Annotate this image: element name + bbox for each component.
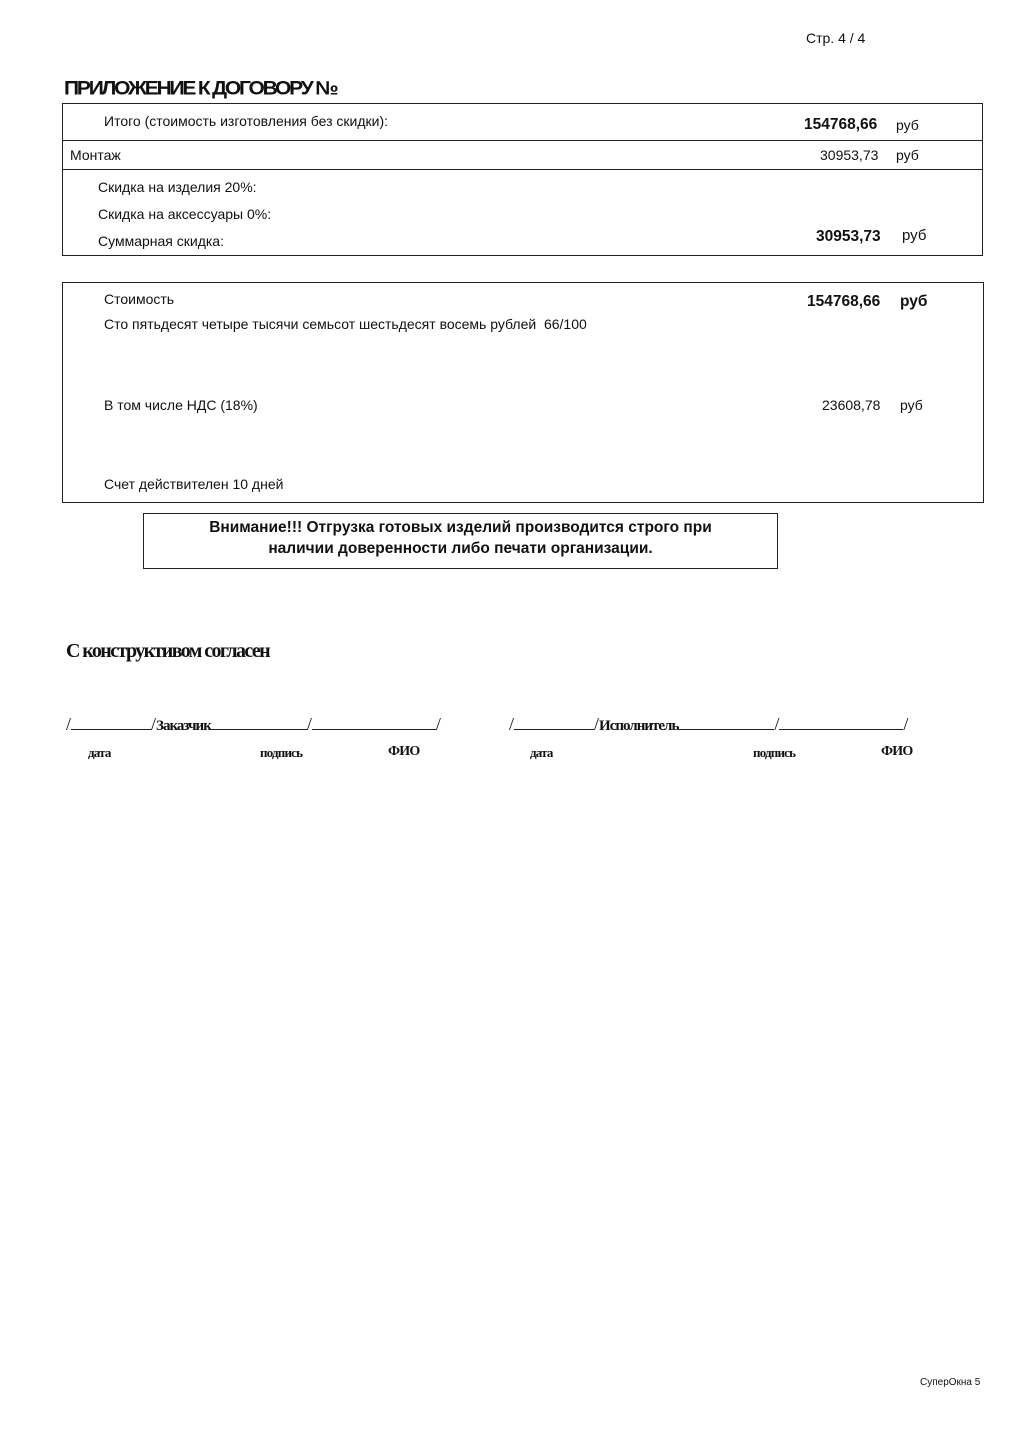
discount-total-currency: руб bbox=[902, 227, 927, 244]
contractor-signature-line: / /Исполнитель / / bbox=[509, 714, 909, 734]
cost-currency: руб bbox=[900, 293, 928, 310]
vat-currency: руб bbox=[900, 397, 923, 413]
discount-total-value: 30953,73 bbox=[816, 228, 881, 245]
total-value: 154768,66 bbox=[804, 116, 878, 133]
agreement-heading: С конструктивом согласен bbox=[66, 640, 270, 662]
cost-in-words: Сто пятьдесят четыре тысячи семьсот шестьдесят восемь рублей 66/100 bbox=[104, 316, 587, 332]
discount-accessories-label: Скидка на аксессуары 0%: bbox=[98, 206, 272, 222]
warning-box bbox=[143, 513, 778, 569]
document-title: ПРИЛОЖЕНИЕ К ДОГОВОРУ № bbox=[64, 78, 337, 100]
customer-signature-blank[interactable] bbox=[211, 715, 307, 730]
total-currency: руб bbox=[896, 117, 919, 133]
customer-signature-caption: подпись bbox=[260, 745, 303, 760]
customer-name-caption: ФИО bbox=[388, 744, 420, 759]
cost-value: 154768,66 bbox=[807, 293, 881, 310]
warning-line-2: наличии доверенности либо печати организации. bbox=[268, 540, 653, 557]
warning-line-1: Внимание!!! Отгрузка готовых изделий производится строго при bbox=[209, 519, 712, 536]
cost-label: Стоимость bbox=[104, 291, 175, 307]
total-label: Итого (стоимость изготовления без скидки): bbox=[104, 113, 389, 129]
summary-divider-1 bbox=[62, 140, 983, 141]
contractor-signature-caption: подпись bbox=[753, 745, 796, 760]
page-number: Стр. 4 / 4 bbox=[806, 30, 866, 46]
contractor-date-caption: дата bbox=[530, 745, 553, 760]
contractor-name-caption: ФИО bbox=[881, 744, 913, 759]
validity-note: Счет действителен 10 дней bbox=[104, 476, 284, 492]
vat-value: 23608,78 bbox=[822, 397, 881, 413]
summary-divider-2 bbox=[62, 169, 983, 170]
customer-date-blank[interactable] bbox=[71, 715, 151, 730]
mount-value: 30953,73 bbox=[820, 147, 879, 163]
discount-items-label: Скидка на изделия 20%: bbox=[98, 179, 257, 195]
customer-name-blank[interactable] bbox=[312, 715, 436, 730]
vat-label: В том числе НДС (18%) bbox=[104, 397, 258, 413]
customer-signature-line: / /Заказчик / / bbox=[66, 714, 441, 734]
customer-label: Заказчик bbox=[156, 718, 211, 734]
contractor-name-blank[interactable] bbox=[779, 715, 903, 730]
contractor-label: Исполнитель bbox=[599, 718, 679, 734]
mount-currency: руб bbox=[896, 147, 919, 163]
discount-total-label: Суммарная скидка: bbox=[98, 233, 224, 249]
contractor-signature-blank[interactable] bbox=[678, 715, 774, 730]
mount-label: Монтаж bbox=[70, 147, 121, 163]
customer-date-caption: дата bbox=[88, 745, 111, 760]
footer-brand: СуперОкна 5 bbox=[920, 1377, 981, 1388]
contractor-date-blank[interactable] bbox=[514, 715, 594, 730]
